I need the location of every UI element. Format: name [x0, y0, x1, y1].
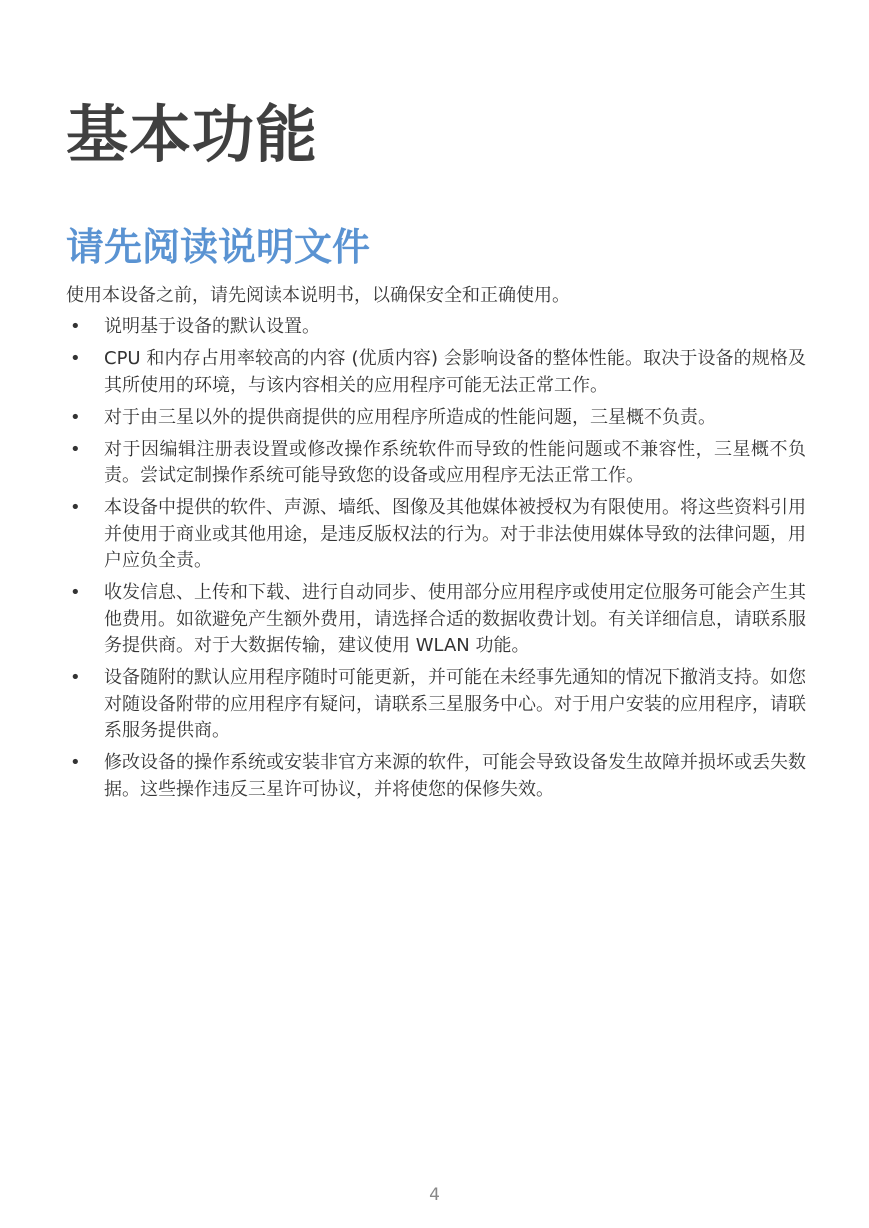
bullet-dot-icon: •: [70, 316, 81, 337]
bullet-item-8: [66, 750, 806, 803]
bullet-item-6: [66, 580, 806, 660]
bullet-item-5: [66, 495, 806, 575]
bullet-text: 说明基于设备的默认设置。: [104, 316, 320, 337]
intro-paragraph: 使用本设备之前，请先阅读本说明书，以确保安全和正确使用。: [66, 285, 570, 306]
bullet-dot-icon: •: [70, 438, 81, 460]
bullet-dot-icon: •: [70, 497, 81, 518]
bullet-item-4: [66, 437, 806, 490]
bullet-dot-icon: •: [70, 406, 81, 428]
bullet-item-1: [66, 314, 806, 341]
bullet-item-7: [66, 665, 806, 745]
bullet-text: 对于因编辑注册表设置或修改操作系统软件而导致的性能问题或不兼容性，三星概不负责。尝试定制操作系统可能导致您的设备或应用程序无法正常工作。: [104, 438, 806, 486]
bullet-dot-icon: •: [70, 667, 81, 688]
section-title: 请先阅读说明文件: [66, 225, 371, 269]
bullet-dot-icon: •: [70, 752, 81, 773]
bullet-text: CPU 和内存占用率较高的内容 (优质内容) 会影响设备的整体性能。取决于设备的规格及其所使用的环境，与该内容相关的应用程序可能无法正常工作。: [104, 348, 806, 396]
bullet-text: 设备随附的默认应用程序随时可能更新，并可能在未经事先通知的情况下撤消支持。如您对随设备附带的应用程序有疑问，请联系三星服务中心。对于用户安装的应用程序，请联系服务提供商。: [104, 667, 806, 741]
bullet-item-3: [66, 405, 806, 432]
bullet-text: 对于由三星以外的提供商提供的应用程序所造成的性能问题，三星概不负责。: [104, 406, 716, 428]
page-number: 4: [429, 1185, 440, 1205]
page-title: 基本功能: [66, 98, 319, 171]
bullet-text: 修改设备的操作系统或安装非官方来源的软件，可能会导致设备发生故障并损坏或丢失数据。这些操作违反三星许可协议，并将使您的保修失效。: [104, 752, 806, 800]
bullet-item-2: [66, 346, 806, 399]
bullet-dot-icon: •: [70, 582, 81, 603]
bullet-text: 收发信息、上传和下载、进行自动同步、使用部分应用程序或使用定位服务可能会产生其他费用。如欲避免产生额外费用，请选择合适的数据收费计划。有关详细信息，请联系服务提供商。对于大数据传输，建议使用 WLAN 功能。: [104, 582, 806, 656]
bullet-dot-icon: •: [70, 348, 81, 369]
bullet-list: [66, 314, 806, 809]
bullet-text: 本设备中提供的软件、声源、墙纸、图像及其他媒体被授权为有限使用。将这些资料引用并使用于商业或其他用途，是违反版权法的行为。对于非法使用媒体导致的法律问题，用户应负全责。: [104, 497, 806, 571]
